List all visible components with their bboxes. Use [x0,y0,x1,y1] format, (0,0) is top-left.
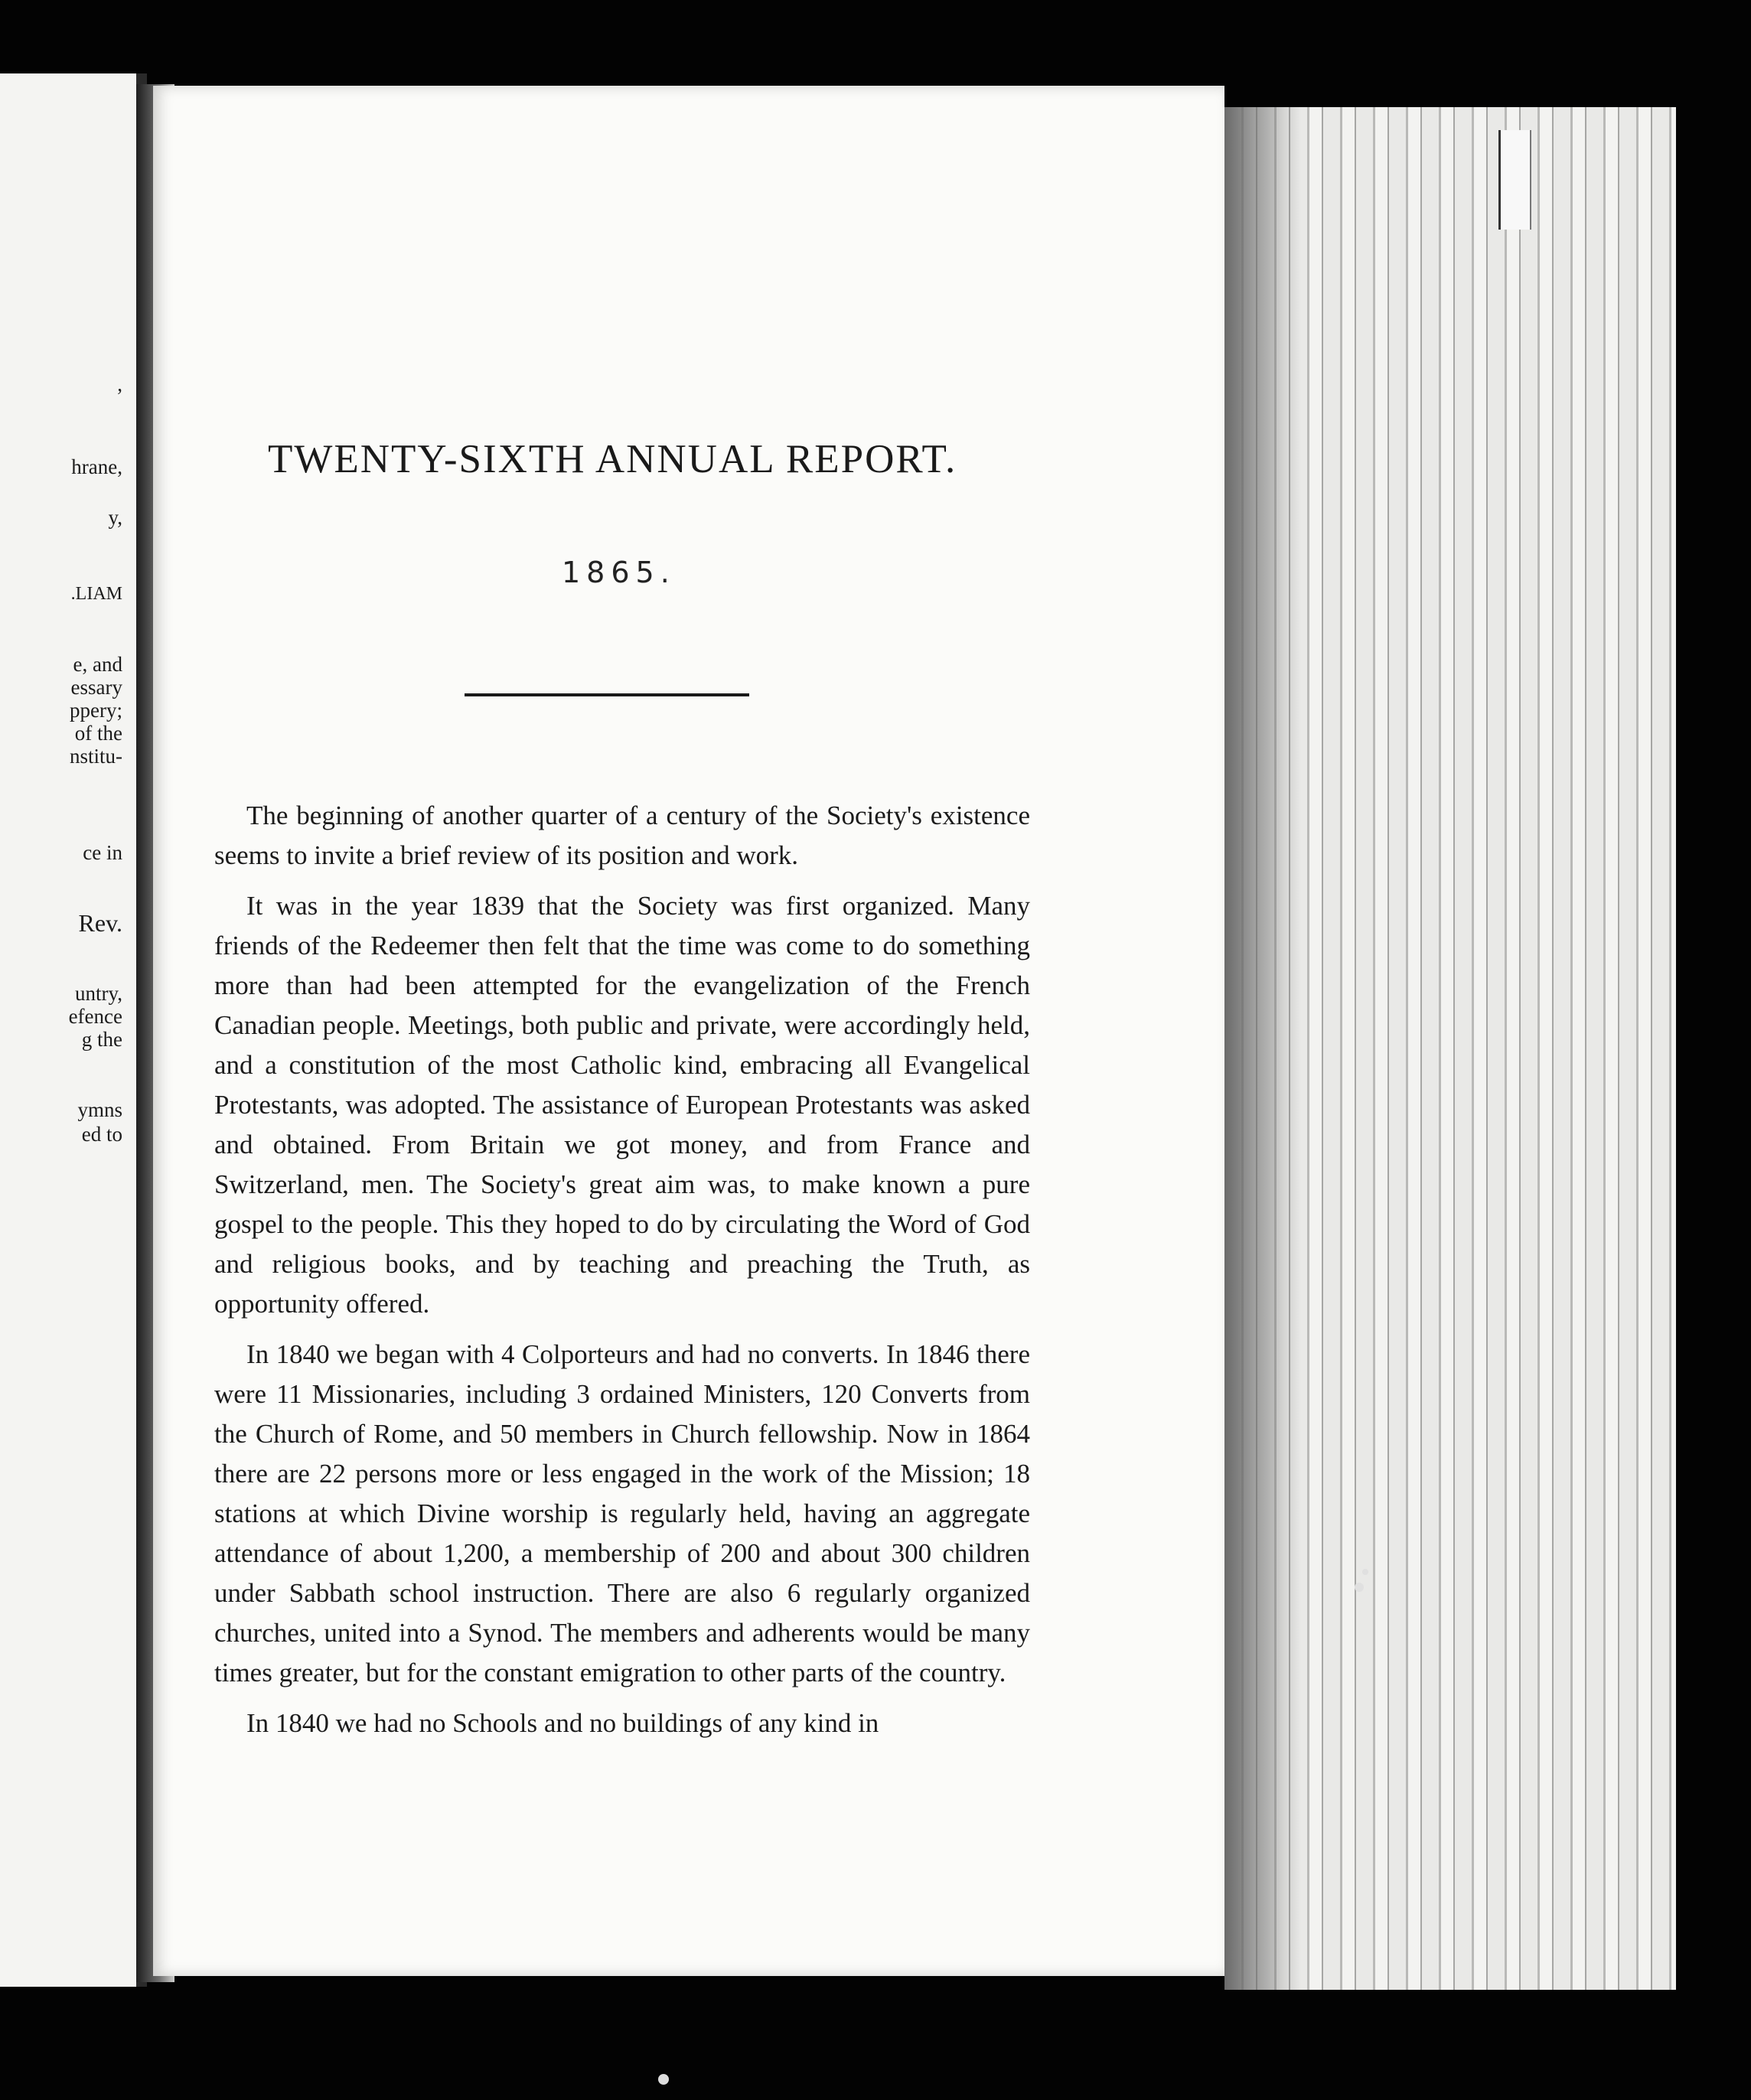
left-page-fragment: Rev. [78,909,122,937]
left-page-fragment: nstitu- [69,745,122,768]
left-page-fragment: g the [81,1028,122,1051]
body-text [214,796,1030,1754]
page-tab [1498,130,1531,230]
page-speck [658,2074,669,2085]
left-page-fragment: , [117,373,122,396]
left-facing-page [0,73,147,1987]
paragraph: In 1840 we had no Schools and no buildings of any kind in [246,1708,879,1738]
page-speck [1355,1583,1364,1592]
left-page-fragment: ed to [81,1123,122,1146]
left-page-fragment: y, [108,506,122,529]
left-page-fragment: essary [70,676,122,699]
report-title: TWENTY-SIXTH ANNUAL REPORT. [268,437,957,481]
left-page-fragment: ymns [77,1098,122,1121]
left-page-fragment: untry, [75,982,122,1005]
left-page-fragment: efence [68,1005,122,1028]
left-page-fragment: hrane, [71,455,122,478]
left-page-fragment: of the [74,722,122,745]
report-year: 1865. [562,556,676,589]
paragraph: The beginning of another quarter of a century of the Society's existence seems to invite a brief review of its position and work. [214,801,1030,870]
page-speck [1362,1569,1368,1575]
left-page-fragment: e, and [73,653,122,676]
paragraph: It was in the year 1839 that the Society was first organized. Many friends of the Redeemer then felt that the time was come to do something more than had been attempted for the evangelization of the French Canadian people. Meetings, both public and private, were accordingly held, and a constitution of the most Catholic kind, embracing all Evangelical Protestants, was adopted. The assistance of European Protestants was asked and obtained. From Britain we got money, and from France and Switzerland, men. The Society's great aim was, to make known a pure gospel to the people. This they hoped to do by circulating the Word of God and religious books, and by teaching and preaching the Truth, as opportunity offered. [214,891,1030,1319]
left-page-fragment: ppery; [70,699,122,722]
left-page-fragment: .LIAM [70,584,122,604]
title-rule [465,693,749,696]
left-page-fragment: ce in [83,841,122,864]
page-edges-shadow [1224,107,1301,1990]
paragraph: In 1840 we began with 4 Colporteurs and had no converts. In 1846 there were 11 Missionaries, including 3 ordained Ministers, 120 Converts from the Church of Rome, and 50 members in Church fellowship. Now in 1864 there are 22 persons more or less engaged in the work of the Mission; 18 stations at which Divine worship is regularly held, having an aggregate attendance of about 1,200, a membership of 200 and about 300 children under Sabbath school instruction. There are also 6 regularly organized churches, united into a Synod. The members and adherents would be many times greater, but for the constant emigration to other parts of the country. [214,1339,1030,1688]
